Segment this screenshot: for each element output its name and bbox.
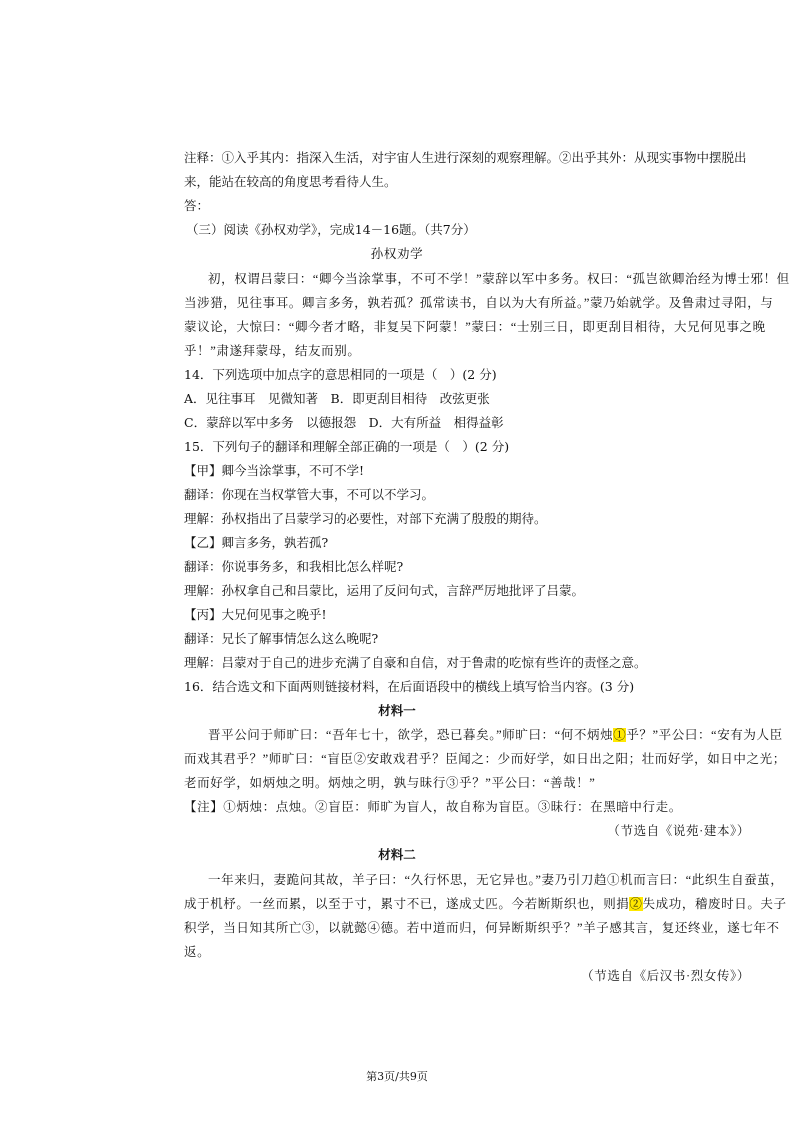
material1-title: 材料一 xyxy=(378,703,416,718)
material1-line-1-a: 晋平公问于师旷曰：“吾年七十，欲学，恐已暮矣。”师旷曰：“何不炳烛 xyxy=(208,728,614,742)
highlight-mark-2: ② xyxy=(629,897,643,911)
material2-title: 材料二 xyxy=(378,847,416,862)
q15-jia-understanding: 理解：孙权指出了吕蒙学习的必要性，对部下充满了殷殷的期待。 xyxy=(184,511,547,526)
passage-title: 孙权劝学 xyxy=(370,247,424,261)
material2-line-2-a: 成于机杼。一丝而累，以至于寸，累寸不已，遂成丈匹。今若断斯织也，则捐 xyxy=(184,897,630,911)
q16-stem: 16．结合选文和下面两则链接材料，在后面语段中的横线上填写恰当内容。(3 分) xyxy=(184,679,635,694)
material2-line-1: 一年来归，妻跪问其故，羊子曰：“久行怀思，无它异也。”妻乃引刀趋①机而言曰：“此织生自蚕茧， xyxy=(208,873,784,887)
q15-bing-translation: 翻译：兄长了解事情怎么这么晚呢? xyxy=(184,631,379,646)
material1-line-1-b: 乎？”平公曰：“安有为人臣 xyxy=(626,728,783,742)
q15-yi-translation: 翻译：你说事务多，和我相比怎么样呢? xyxy=(184,559,404,574)
material2-source: （节选自《后汉书·烈女传》） xyxy=(581,969,750,983)
q15-yi-sentence: 【乙】卿言多务，孰若孤? xyxy=(184,535,329,550)
material1-line-3: 老而好学，如炳烛之明。炳烛之明，孰与昧行③乎？”平公曰：“善哉！” xyxy=(184,776,596,790)
passage-line-1: 初，权谓吕蒙曰：“卿今当涂掌事，不可不学！”蒙辞以军中多务。权曰：“孤岂欲卿治经为博士邪！但 xyxy=(208,272,790,286)
passage-line-3: 蒙议论，大惊曰：“卿今者才略，非复吴下阿蒙！”蒙曰：“士别三日，即更刮目相待，大兄何见事之晚 xyxy=(184,320,766,334)
material2-line-4: 返。 xyxy=(184,945,211,959)
q15-yi-understanding: 理解：孙权拿自己和吕蒙比，运用了反问句式，言辞严厉地批评了吕蒙。 xyxy=(184,583,585,598)
material1-source: （节选自《说苑·建本》） xyxy=(607,824,750,838)
material1-line-1 xyxy=(208,726,783,744)
q14-options-cd: C．蒙辞以军中多务 以德报怨 D．大有所益 相得益彰 xyxy=(184,415,504,430)
q15-stem: 15．下列句子的翻译和理解全部正确的一项是（ ）(2 分) xyxy=(184,439,510,454)
q15-jia-sentence: 【甲】卿今当涂掌事，不可不学! xyxy=(184,463,365,478)
material2-line-2-b: 失成功，稽废时日。夫子 xyxy=(642,897,787,911)
section-header: （三）阅读《孙权劝学》，完成14－16题。（共7分） xyxy=(186,222,476,237)
material2-line-2 xyxy=(184,895,787,913)
q15-jia-translation: 翻译：你现在当权掌管大事，不可以不学习。 xyxy=(184,487,435,502)
q15-bing-sentence: 【丙】大兄何见事之晚乎! xyxy=(184,607,327,622)
highlight-mark-1: ① xyxy=(613,728,627,742)
material2-line-3: 积学，当日知其所亡③，以就懿④德。若中道而归，何异断斯织乎？”羊子感其言，复还终业，遂七年不 xyxy=(184,921,780,935)
q15-bing-understanding: 理解：吕蒙对于自己的进步充满了自豪和自信，对于鲁肃的吃惊有些许的责怪之意。 xyxy=(184,655,647,670)
passage-line-4: 乎！”肃遂拜蒙母，结友而别。 xyxy=(184,344,361,358)
q14-stem: 14．下列选项中加点字的意思相同的一项是（ ）(2 分) xyxy=(184,367,497,382)
passage-line-2: 当涉猎，见往事耳。卿言多务，孰若孤？孤常读书，自以为大有所益。”蒙乃始就学。及鲁肃过寻阳，与 xyxy=(184,296,774,310)
q14-options-ab: A．见往事耳 见微知著 B．即更刮目相待 改弦更张 xyxy=(184,391,490,406)
note-line-1: 注释：①入乎其内：指深入生活，对宇宙人生进行深刻的观察理解。②出乎其外：从现实事物中摆脱出 xyxy=(184,150,747,165)
material1-line-2: 而戏其君乎？”师旷曰：“盲臣②安敢戏君乎？臣闻之：少而好学，如日出之阳；壮而好学，如日中之光； xyxy=(184,752,786,766)
answer-label: 答： xyxy=(184,198,210,213)
note-line-2: 来，能站在较高的角度思考看待人生。 xyxy=(184,174,397,189)
material1-note: 【注】①炳烛：点烛。②盲臣：师旷为盲人，故自称为盲臣。③昧行：在黑暗中行走。 xyxy=(184,800,682,814)
page-number: 第3页/共9页 xyxy=(366,1070,428,1083)
